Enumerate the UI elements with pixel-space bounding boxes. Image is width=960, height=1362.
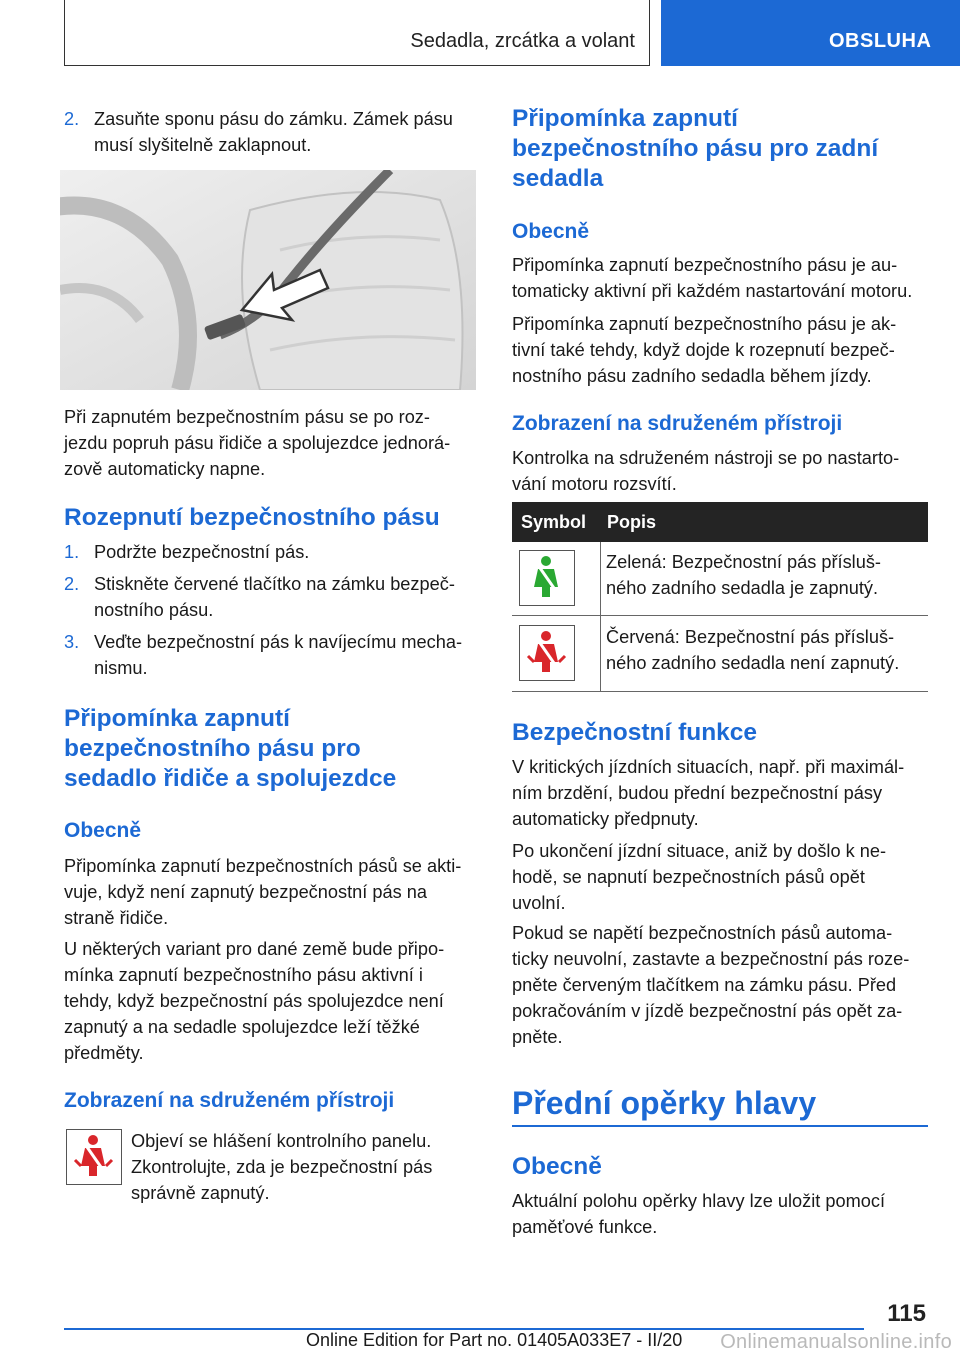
footer-watermark[interactable]: Onlinemanualsonline.info — [720, 1331, 952, 1353]
text-line: tivní také tehdy, když dojde k rozepnutí bezpeč‐ — [512, 340, 895, 360]
step-text-line: Zasuňte sponu pásu do zámku. Zámek pásu — [94, 109, 453, 129]
text-line: zapnutý a na sedadle spolujezdce leží těžké — [64, 1017, 420, 1037]
step-text-line: Veďte bezpečnostní pás k navíjecímu mecha‐ — [94, 632, 463, 652]
release-heading: Rozepnutí bezpečnostního pásu — [64, 504, 440, 531]
rear-general-paragraph-2 — [512, 311, 928, 389]
text-line: Při zapnutém bezpečnostním pásu se po roz‐ — [64, 407, 430, 427]
text-line: Po ukončení jízdní situace, aniž by došlo k ne‐ — [512, 841, 887, 861]
text-line: mínka zapnutí bezpečnostního pásu aktivní i — [64, 965, 423, 985]
heading-line: sedadla — [512, 165, 604, 192]
header-section-box — [64, 0, 650, 66]
rear-display-paragraph — [512, 445, 928, 497]
safety-paragraph-1 — [512, 754, 928, 832]
text-line: ného zadního sedadla je zapnutý. — [606, 578, 879, 598]
headrest-general-heading: Obecně — [512, 1153, 602, 1180]
text-line: vání motoru rozsvítí. — [512, 474, 677, 494]
step-number: 2. — [64, 109, 80, 129]
text-line: správně zapnutý. — [131, 1183, 270, 1203]
symbol-table-header — [512, 502, 928, 542]
front-general-paragraph-1 — [64, 853, 476, 931]
reminder-front-heading — [64, 704, 476, 794]
text-line: hodě, se napnutí bezpečnostních pásů opět — [512, 867, 865, 887]
text-line: Červená: Bezpečnostní pás přísluš‐ — [606, 627, 895, 647]
text-line: V kritických jízdních situacích, např. při maximál‐ — [512, 757, 905, 777]
heading-line: bezpečnostního pásu pro — [64, 735, 361, 762]
front-general-heading: Obecně — [64, 819, 142, 842]
safety-paragraph-3 — [512, 920, 928, 1050]
text-line: paměťové funkce. — [512, 1217, 658, 1237]
table-row-red-description — [606, 624, 926, 676]
text-line: tomaticky aktivní při každém nastartování motoru. — [512, 281, 913, 301]
safety-functions-heading: Bezpečnostní funkce — [512, 719, 758, 746]
headrest-paragraph — [512, 1188, 928, 1240]
footer-edition: Online Edition for Part no. 01405A033E7 - II/20 — [306, 1330, 683, 1350]
text-line: Pokud se napětí bezpečnostních pásů automa‐ — [512, 923, 893, 943]
rear-general-heading: Obecně — [512, 220, 590, 243]
chapter-tab[interactable] — [661, 0, 960, 66]
seatbelt-illustration — [60, 170, 476, 390]
text-line: U některých variant pro dané země bude připo‐ — [64, 939, 445, 959]
heading-line: Připomínka zapnutí — [512, 105, 738, 132]
table-column-divider — [600, 542, 601, 692]
text-line: nostního pásu zadního sedadla během jízdy. — [512, 366, 872, 386]
belt-tension-paragraph — [64, 404, 476, 482]
step-number: 3. — [64, 632, 80, 652]
heading-line: sedadlo řidiče a spolujezdce — [64, 765, 397, 792]
step-number: 1. — [64, 542, 80, 562]
red-seatbelt-warning-icon — [66, 1129, 122, 1185]
safety-paragraph-2 — [512, 838, 928, 916]
table-row-green-description — [606, 549, 926, 601]
step-text-line: Podržte bezpečnostní pás. — [94, 542, 310, 562]
text-line: Kontrolka na sdruženém nástroji se po nastarto‐ — [512, 448, 900, 468]
text-line: zově automaticky napne. — [64, 459, 266, 479]
step-text-line: nostního pásu. — [94, 600, 214, 620]
section-title: Sedadla, zrcátka a volant — [410, 30, 635, 52]
step-text-line: Stiskněte červené tlačítko na zámku bezpeč‐ — [94, 574, 455, 594]
step-text-line: nismu. — [94, 658, 148, 678]
page-number: 115 — [887, 1300, 926, 1327]
text-line: pněte červeným tlačítkem na zámku pásu. Před — [512, 975, 897, 995]
table-row-divider — [512, 615, 928, 616]
text-line: ním brzdění, budou přední bezpečnostní pásy — [512, 783, 883, 803]
text-line: vuje, když není zapnutý bezpečnostní pás na — [64, 882, 427, 902]
headrest-heading-rule — [512, 1125, 928, 1127]
rear-display-heading: Zobrazení na sdruženém přístroji — [512, 412, 843, 435]
heading-line: Připomínka zapnutí — [64, 705, 290, 732]
seatbelt-buckle-photo — [60, 170, 476, 390]
text-line: pokračováním v jízdě bezpečnostní pás opět za‐ — [512, 1001, 903, 1021]
text-line: Zelená: Bezpečnostní pás přísluš‐ — [606, 552, 881, 572]
headrest-heading: Přední opěrky hlavy — [512, 1085, 817, 1121]
step-number: 2. — [64, 574, 80, 594]
reminder-rear-heading — [512, 104, 928, 194]
text-line: Objeví se hlášení kontrolního panelu. — [131, 1131, 432, 1151]
table-bottom-line — [512, 691, 928, 692]
front-display-heading: Zobrazení na sdruženém přístroji — [64, 1089, 395, 1112]
chapter-tab-label: OBSLUHA — [829, 30, 932, 52]
text-line: Aktuální polohu opěrky hlavy lze uložit pomocí — [512, 1191, 886, 1211]
step-text-line: musí slyšitelně zaklapnout. — [94, 135, 312, 155]
front-general-paragraph-2 — [64, 936, 476, 1066]
text-line: Připomínka zapnutí bezpečnostního pásu je au‐ — [512, 255, 898, 275]
text-line: ticky neuvolní, zastavte a bezpečnostní pás roze‐ — [512, 949, 910, 969]
front-display-text — [131, 1128, 476, 1206]
text-line: Připomínka zapnutí bezpečnostního pásu je ak‐ — [512, 314, 897, 334]
red-seatbelt-icon — [519, 625, 575, 681]
text-line: ného zadního sedadla není zapnutý. — [606, 653, 900, 673]
text-line: automaticky předpnuty. — [512, 809, 699, 829]
heading-line: bezpečnostního pásu pro zadní — [512, 135, 879, 162]
col-description-header: Popis — [607, 512, 657, 532]
text-line: pněte. — [512, 1027, 563, 1047]
text-line: straně řidiče. — [64, 908, 169, 928]
text-line: Připomínka zapnutí bezpečnostních pásů se akti‐ — [64, 856, 462, 876]
col-symbol-header: Symbol — [521, 512, 587, 532]
rear-general-paragraph-1 — [512, 252, 928, 304]
text-line: uvolní. — [512, 893, 566, 913]
text-line: jezdu popruh pásu řidiče a spolujezdce jednorá‐ — [64, 433, 451, 453]
text-line: tehdy, když bezpečnostní pás spolujezdce není — [64, 991, 444, 1011]
text-line: předměty. — [64, 1043, 144, 1063]
green-seatbelt-icon — [519, 550, 575, 606]
text-line: Zkontrolujte, zda je bezpečnostní pás — [131, 1157, 433, 1177]
